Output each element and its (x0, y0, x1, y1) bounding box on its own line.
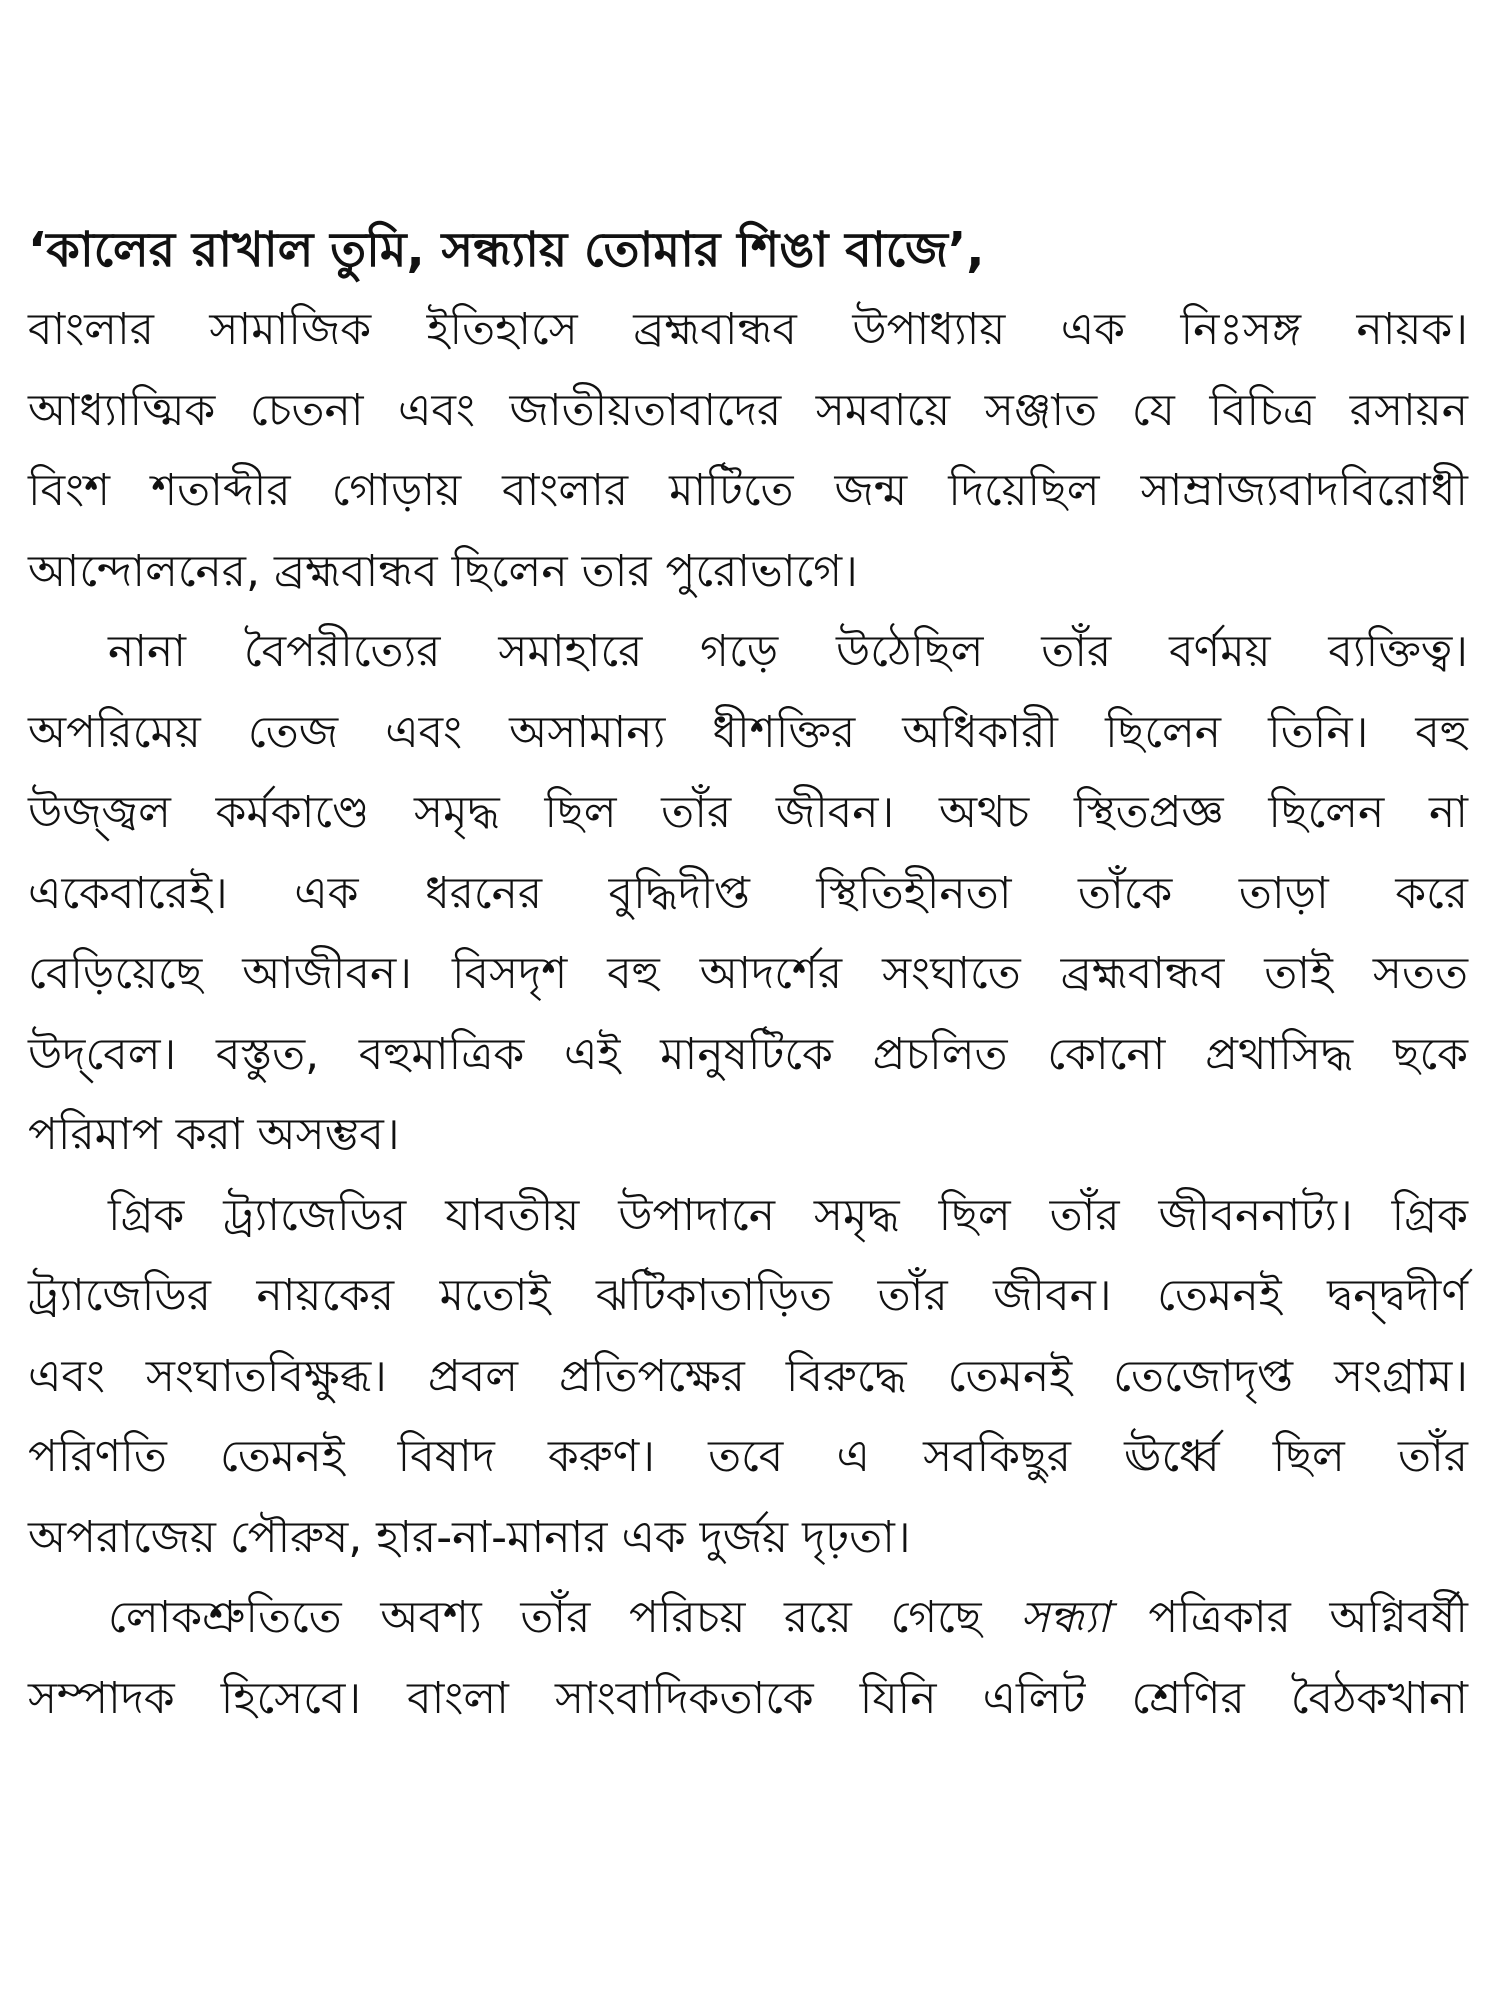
paragraph-line: সম্পাদক হিসেবে। বাংলা সাংবাদিকতাকে যিনি এলিট শ্রেণির বৈঠকখানা (28, 1672, 1468, 1724)
paragraph-2 (28, 612, 1468, 1176)
paragraph-line: নানা বৈপরীত্যের সমাহারে গড়ে উঠেছিল তাঁর বর্ণময় ব্যক্তিত্ব। (108, 626, 1468, 677)
paragraph-line: পরিমাপ করা অসম্ভব। (28, 1109, 400, 1160)
paragraph-line: গ্রিক ট্র্যাজেডির যাবতীয় উপাদানে সমৃদ্ধ ছিল তাঁর জীবননাট্য। গ্রিক (108, 1189, 1468, 1241)
paragraph-line: অপরাজেয় পৌরুষ, হার-না-মানার এক দুর্জয় দৃঢ়তা। (28, 1511, 911, 1563)
epigraph-heading: ‘কালের রাখাল তুমি, সন্ধ্যায় তোমার শিঙা বাজে’, (28, 222, 985, 278)
paragraph-line (28, 1578, 1468, 1659)
paragraph-line: উদ্‌বেল। বস্তুত, বহুমাত্রিক এই মানুষটিকে প্রচলিত কোনো প্রথাসিদ্ধ ছকে (28, 1028, 1468, 1080)
text-block (28, 220, 1468, 1739)
paragraph-line: অপরিমেয় তেজ এবং অসামান্য ধীশক্তির অধিকারী ছিলেন তিনি। বহু (28, 706, 1468, 758)
paragraph-line: একেবারেই। এক ধরনের বুদ্ধিদীপ্ত স্থিতিহীনতা তাঁকে তাড়া করে (28, 867, 1468, 919)
paragraph-line: আধ্যাত্মিক চেতনা এবং জাতীয়তাবাদের সমবায়ে সঞ্জাত যে বিচিত্র রসায়ন (28, 384, 1468, 436)
paragraph-line: ট্র্যাজেডির নায়কের মতোই ঝটিকাতাড়িত তাঁর জীবন। তেমনই দ্বন্দ্বদীর্ণ (28, 1270, 1468, 1321)
paragraph-line: এবং সংঘাতবিক্ষুব্ধ। প্রবল প্রতিপক্ষের বিরুদ্ধে তেমনই তেজোদৃপ্ত সংগ্রাম। (28, 1350, 1468, 1402)
line-text: পত্রিকার অগ্নিবর্ষী (1148, 1592, 1468, 1643)
paragraph-4 (28, 1578, 1468, 1739)
paragraph-1 (28, 290, 1468, 612)
paragraph-line: বাংলার সামাজিক ইতিহাসে ব্রহ্মবান্ধব উপাধ্যায় এক নিঃসঙ্গ নায়ক। (28, 304, 1468, 355)
paragraph-line: পরিণতি তেমনই বিষাদ করুণ। তবে এ সবকিছুর ঊর্ধ্বে ছিল তাঁর (28, 1431, 1468, 1482)
paragraph-line: বিংশ শতাব্দীর গোড়ায় বাংলার মাটিতে জন্ম দিয়েছিল সাম্রাজ্যবাদবিরোধী (28, 465, 1468, 516)
line-text: লোকশ্রুতিতে অবশ্য তাঁর পরিচয় রয়ে গেছে (108, 1592, 982, 1643)
paragraph-3 (28, 1176, 1468, 1579)
paragraph-line: উজ্জ্বল কর্মকাণ্ডে সমৃদ্ধ ছিল তাঁর জীবন। অথচ স্থিতপ্রজ্ঞ ছিলেন না (28, 787, 1468, 838)
paragraph-line: বেড়িয়েছে আজীবন। বিসদৃশ বহু আদর্শের সংঘাতে ব্রহ্মবান্ধব তাই সতত (28, 948, 1468, 999)
paragraph-line: আন্দোলনের, ব্রহ্মবান্ধব ছিলেন তার পুরোভাগে। (28, 545, 858, 597)
newspaper-title: সন্ধ্যা (1020, 1592, 1110, 1643)
